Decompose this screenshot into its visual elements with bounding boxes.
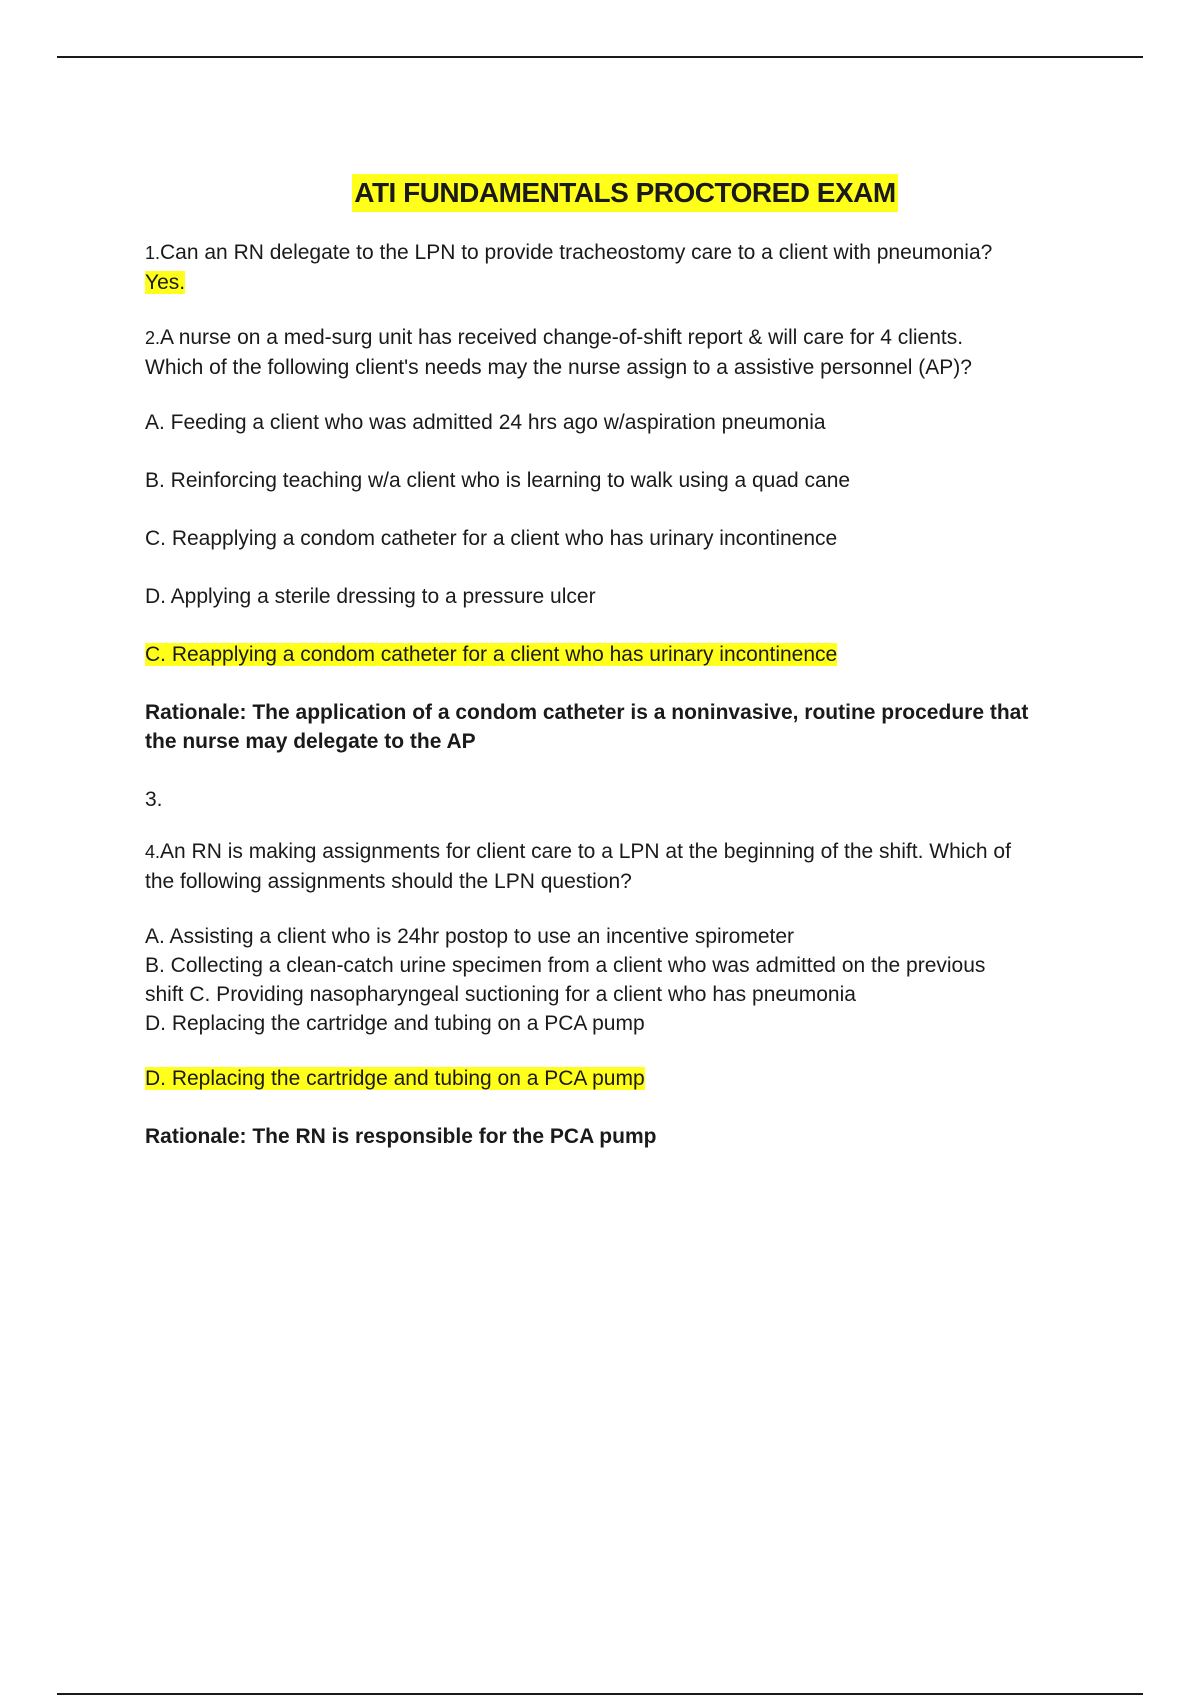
question-4-options [145, 922, 1065, 1038]
question-2 [145, 323, 1065, 382]
title-block [145, 174, 1065, 212]
question-2-line-1: 2.A nurse on a med-surg unit has received change-of-shift report & will care for 4 clients. [145, 326, 964, 349]
question-4-option-a: A. Assisting a client who is 24hr postop to use an incentive spirometer [145, 925, 795, 948]
question-4-line-1: 4.An RN is making assignments for client care to a LPN at the beginning of the shift. Which of [145, 840, 1011, 863]
document-page [145, 174, 1065, 1151]
question-2-rationale: Rationale: The application of a condom catheter is a noninvasive, routine procedure that the nurse may delegate to the AP [145, 701, 1029, 753]
header-rule [57, 56, 1143, 58]
question-2-option-b: B. Reinforcing teaching w/a client who is learning to walk using a quad cane [145, 469, 851, 492]
question-4 [145, 837, 1065, 896]
question-2-option-a: A. Feeding a client who was admitted 24 hrs ago w/aspiration pneumonia [145, 411, 826, 434]
question-2-option-c: C. Reapplying a condom catheter for a client who has urinary incontinence [145, 527, 838, 550]
question-2-answer: C. Reapplying a condom catheter for a client who has urinary incontinence [145, 643, 838, 666]
question-1-text: 1.Can an RN delegate to the LPN to provide tracheostomy care to a client with pneumonia? [145, 241, 993, 264]
question-number: 2. [145, 328, 161, 348]
question-3: 3. [145, 788, 163, 811]
question-4-option-b: B. Collecting a clean-catch urine specimen from a client who was admitted on the previous [145, 954, 986, 977]
question-1 [145, 238, 1065, 297]
question-number: 4. [145, 842, 161, 862]
question-4-answer: D. Replacing the cartridge and tubing on a PCA pump [145, 1067, 645, 1090]
question-2-line-2: Which of the following client's needs may the nurse assign to a assistive personnel (AP)? [145, 356, 972, 379]
footer-rule [57, 1693, 1143, 1695]
question-4-option-d: D. Replacing the cartridge and tubing on a PCA pump [145, 1012, 645, 1035]
question-4-line-2: the following assignments should the LPN question? [145, 870, 632, 893]
question-number: 1. [145, 243, 161, 263]
question-4-rationale: Rationale: The RN is responsible for the PCA pump [145, 1125, 657, 1148]
page-title: ATI FUNDAMENTALS PROCTORED EXAM [352, 174, 897, 212]
question-2-option-d: D. Applying a sterile dressing to a pressure ulcer [145, 585, 596, 608]
question-1-answer: Yes. [145, 271, 186, 294]
question-4-option-c: shift C. Providing nasopharyngeal suctioning for a client who has pneumonia [145, 983, 856, 1006]
